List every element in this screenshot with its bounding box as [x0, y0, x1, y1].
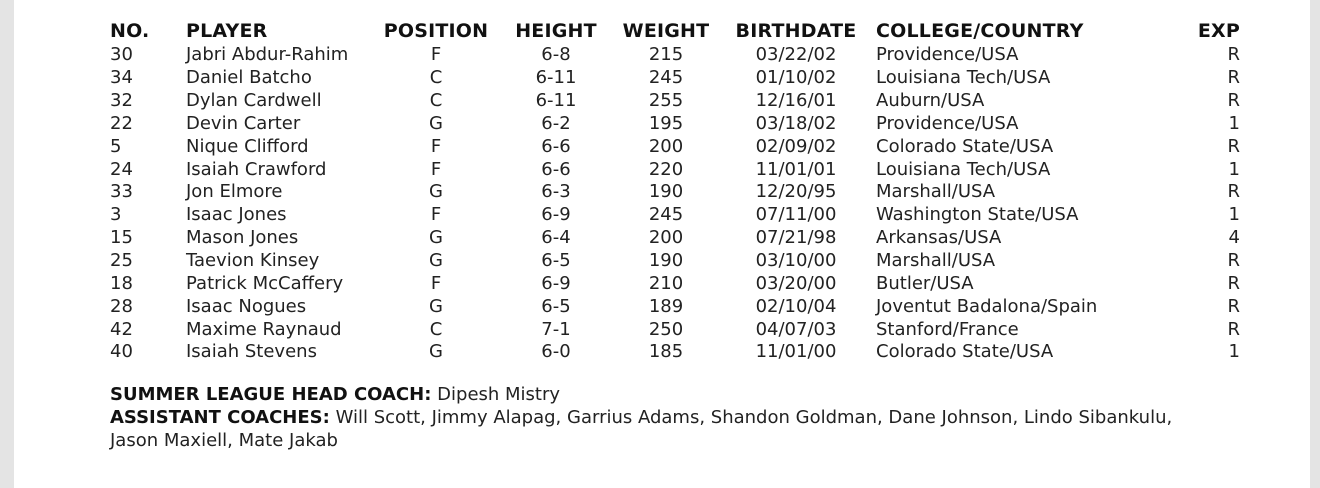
player-number: 5 [110, 135, 122, 157]
table-row [110, 158, 1240, 181]
player-weight: 220 [648, 158, 684, 180]
header-weight: WEIGHT [622, 20, 710, 42]
player-name: Jabri Abdur-Rahim [186, 44, 349, 66]
table-row [110, 44, 1240, 67]
player-exp: R [1227, 67, 1240, 89]
player-height: 6-9 [541, 272, 571, 294]
player-birthdate: 03/10/00 [755, 250, 837, 272]
player-position: G [429, 295, 443, 317]
player-weight: 215 [648, 44, 684, 66]
player-exp: R [1227, 295, 1240, 317]
player-weight: 200 [648, 227, 684, 249]
player-college: Butler/USA [876, 272, 974, 294]
table-row [110, 341, 1240, 364]
player-weight: 189 [648, 295, 684, 317]
player-number: 28 [110, 295, 133, 317]
header-position: POSITION [383, 20, 489, 42]
header-college: COLLEGE/COUNTRY [876, 20, 1084, 42]
table-row [110, 204, 1240, 227]
player-college: Stanford/France [876, 318, 1019, 340]
player-college: Louisiana Tech/USA [876, 158, 1051, 180]
player-height: 6-8 [541, 44, 571, 66]
player-name: Isaac Nogues [186, 295, 307, 317]
table-row [110, 227, 1240, 250]
player-name: Devin Carter [186, 112, 301, 134]
player-college: Marshall/USA [876, 181, 996, 203]
player-exp: 1 [1228, 341, 1240, 363]
player-college: Marshall/USA [876, 250, 996, 272]
player-name: Mason Jones [186, 227, 299, 249]
player-number: 32 [110, 90, 133, 112]
player-number: 22 [110, 112, 133, 134]
player-height: 7-1 [541, 318, 571, 340]
player-name: Dylan Cardwell [186, 90, 322, 112]
player-weight: 245 [648, 67, 684, 89]
player-number: 42 [110, 318, 133, 340]
player-exp: R [1227, 181, 1240, 203]
table-row [110, 135, 1240, 158]
player-weight: 250 [648, 318, 684, 340]
head-coach-label: SUMMER LEAGUE HEAD COACH: [110, 384, 432, 405]
player-exp: 1 [1228, 158, 1240, 180]
player-birthdate: 03/20/00 [755, 272, 837, 294]
player-exp: R [1227, 250, 1240, 272]
player-birthdate: 07/11/00 [755, 204, 837, 226]
player-number: 40 [110, 341, 133, 363]
player-exp: R [1227, 90, 1240, 112]
player-weight: 195 [648, 112, 684, 134]
player-position: G [429, 181, 443, 203]
roster-table [110, 18, 1240, 364]
table-row [110, 318, 1240, 341]
roster-body [110, 44, 1240, 364]
player-position: G [429, 112, 443, 134]
player-exp: R [1227, 44, 1240, 66]
player-weight: 245 [648, 204, 684, 226]
player-college: Providence/USA [876, 112, 1019, 134]
player-name: Jon Elmore [186, 181, 283, 203]
header-row [110, 18, 1240, 44]
player-birthdate: 03/18/02 [755, 112, 837, 134]
player-name: Isaiah Stevens [186, 341, 317, 363]
player-number: 3 [110, 204, 122, 226]
player-weight: 210 [648, 272, 684, 294]
player-name: Daniel Batcho [186, 67, 312, 89]
player-position: F [430, 135, 442, 157]
player-birthdate: 02/10/04 [755, 295, 837, 317]
table-row [110, 181, 1240, 204]
head-coach-name: Dipesh Mistry [437, 384, 561, 405]
player-height: 6-6 [541, 135, 571, 157]
table-row [110, 272, 1240, 295]
table-row [110, 295, 1240, 318]
player-birthdate: 07/21/98 [755, 227, 837, 249]
player-name: Isaac Jones [186, 204, 287, 226]
table-row [110, 90, 1240, 113]
player-college: Washington State/USA [876, 204, 1079, 226]
player-exp: R [1227, 135, 1240, 157]
player-height: 6-9 [541, 204, 571, 226]
player-position: F [430, 44, 442, 66]
player-height: 6-6 [541, 158, 571, 180]
head-coach-line [110, 383, 1220, 406]
player-position: F [430, 272, 442, 294]
player-birthdate: 12/20/95 [755, 181, 837, 203]
player-position: G [429, 341, 443, 363]
player-college: Auburn/USA [876, 90, 985, 112]
player-position: C [429, 67, 443, 89]
player-name: Maxime Raynaud [186, 318, 342, 340]
player-birthdate: 02/09/02 [755, 135, 837, 157]
player-height: 6-3 [541, 181, 571, 203]
player-position: C [429, 318, 443, 340]
player-weight: 255 [648, 90, 684, 112]
player-number: 30 [110, 44, 133, 66]
assistant-coaches-names: Will Scott, Jimmy Alapag, Garrius Adams, Shandon Goldman, Dane Johnson, Lindo Sibankulu, Jason Maxiell, Mate Jakab [110, 407, 1173, 451]
player-position: F [430, 158, 442, 180]
assistant-coaches-line [110, 406, 1220, 452]
player-exp: 1 [1228, 112, 1240, 134]
player-number: 25 [110, 250, 133, 272]
table-row [110, 113, 1240, 136]
player-college: Providence/USA [876, 44, 1019, 66]
player-exp: 1 [1228, 204, 1240, 226]
player-weight: 190 [648, 250, 684, 272]
player-college: Louisiana Tech/USA [876, 67, 1051, 89]
player-height: 6-5 [541, 250, 571, 272]
player-name: Taevion Kinsey [186, 250, 320, 272]
player-weight: 190 [648, 181, 684, 203]
header-player: PLAYER [186, 20, 268, 42]
player-position: F [430, 204, 442, 226]
player-birthdate: 04/07/03 [755, 318, 837, 340]
header-exp: EXP [1197, 20, 1240, 42]
roster-sheet [14, 0, 1310, 488]
player-birthdate: 11/01/00 [755, 341, 837, 363]
player-height: 6-4 [541, 227, 571, 249]
player-college: Colorado State/USA [876, 135, 1054, 157]
header-height: HEIGHT [515, 20, 597, 42]
player-height: 6-0 [541, 341, 571, 363]
player-weight: 200 [648, 135, 684, 157]
player-number: 24 [110, 158, 133, 180]
player-college: Joventut Badalona/Spain [876, 295, 1098, 317]
player-name: Nique Clifford [186, 135, 309, 157]
player-position: G [429, 250, 443, 272]
player-birthdate: 11/01/01 [755, 158, 837, 180]
player-number: 33 [110, 181, 133, 203]
coaches-block [110, 383, 1220, 452]
player-number: 34 [110, 67, 133, 89]
player-exp: R [1227, 318, 1240, 340]
player-weight: 185 [648, 341, 684, 363]
player-height: 6-11 [535, 67, 577, 89]
player-number: 15 [110, 227, 133, 249]
assistant-coaches-label: ASSISTANT COACHES: [110, 407, 330, 428]
player-height: 6-11 [535, 90, 577, 112]
player-name: Isaiah Crawford [186, 158, 327, 180]
player-height: 6-2 [541, 112, 571, 134]
player-birthdate: 01/10/02 [755, 67, 837, 89]
header-birthdate: BIRTHDATE [735, 20, 857, 42]
player-height: 6-5 [541, 295, 571, 317]
player-college: Colorado State/USA [876, 341, 1054, 363]
player-position: G [429, 227, 443, 249]
player-position: C [429, 90, 443, 112]
player-birthdate: 03/22/02 [755, 44, 837, 66]
header-no: NO. [110, 20, 150, 42]
player-name: Patrick McCaffery [186, 272, 344, 294]
player-number: 18 [110, 272, 133, 294]
player-birthdate: 12/16/01 [755, 90, 837, 112]
player-college: Arkansas/USA [876, 227, 1002, 249]
player-exp: 4 [1228, 227, 1240, 249]
table-row [110, 250, 1240, 273]
player-exp: R [1227, 272, 1240, 294]
table-row [110, 67, 1240, 90]
